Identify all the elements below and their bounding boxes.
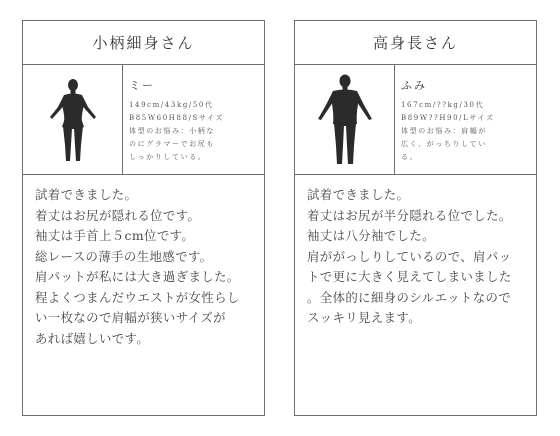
review-line: 程よくつまんだウエストが女性らし	[35, 289, 240, 305]
review-text	[295, 175, 536, 329]
body-note-line: しっかりしている。	[129, 153, 207, 161]
body-note-line: る。	[401, 153, 419, 161]
profile-info	[395, 65, 536, 174]
body-stats: 149cm/43kg/50代	[129, 101, 214, 109]
review-line: 試着できました。	[307, 187, 410, 202]
review-line: 着丈はお尻が隠れる位です。	[35, 207, 201, 223]
review-line: い一枚なので肩幅が狭いサイズが	[35, 310, 226, 325]
review-text	[23, 175, 264, 349]
body-note-line: 体型のお悩み：小柄な	[129, 127, 215, 135]
reviewer-name: ミー	[129, 79, 155, 92]
figure-cell	[23, 65, 123, 174]
review-line: 肩パットが私には大き過ぎました。	[35, 269, 240, 284]
review-line: 袖丈は手首上５cm位です。	[35, 228, 195, 243]
review-line: 試着できました。	[35, 187, 138, 202]
review-line: 着丈はお尻が半分隠れる位でした。	[307, 207, 512, 223]
person-silhouette-icon	[313, 72, 377, 168]
profile-row	[295, 65, 536, 175]
body-measurements: B85W60H88/Sサイズ	[129, 114, 225, 122]
review-line: トで更に大きく見えてしまいました	[307, 269, 512, 284]
review-line: スッキリ見えます。	[307, 310, 421, 325]
reviewer-name: ふみ	[401, 79, 427, 92]
body-note-line: 体型のお悩み：肩幅が	[401, 127, 487, 135]
body-note-line: のにグラマーでお尻も	[129, 140, 215, 148]
figure-cell	[295, 65, 395, 174]
review-line: 肩ががっしりしているので、肩パッ	[307, 248, 512, 264]
review-line: 袖丈は八分袖でした。	[307, 228, 435, 243]
review-card-petite	[22, 20, 265, 416]
profile-info	[123, 65, 264, 174]
review-card-tall	[294, 20, 537, 416]
profile-row	[23, 65, 264, 175]
body-stats: 167cm/??kg/30代	[401, 101, 485, 109]
card-title: 高身長さん	[295, 21, 536, 65]
body-measurements: B89W??H90/Lサイズ	[401, 114, 495, 122]
review-line: 総レースの薄手の生地感です。	[35, 248, 213, 264]
review-line: 。全体的に細身のシルエットなので	[307, 289, 512, 305]
person-silhouette-icon	[43, 75, 103, 165]
card-title: 小柄細身さん	[23, 21, 264, 65]
body-note-line: 広く、がっちりしてい	[401, 140, 487, 148]
review-line: あれば嬉しいです。	[35, 330, 150, 346]
